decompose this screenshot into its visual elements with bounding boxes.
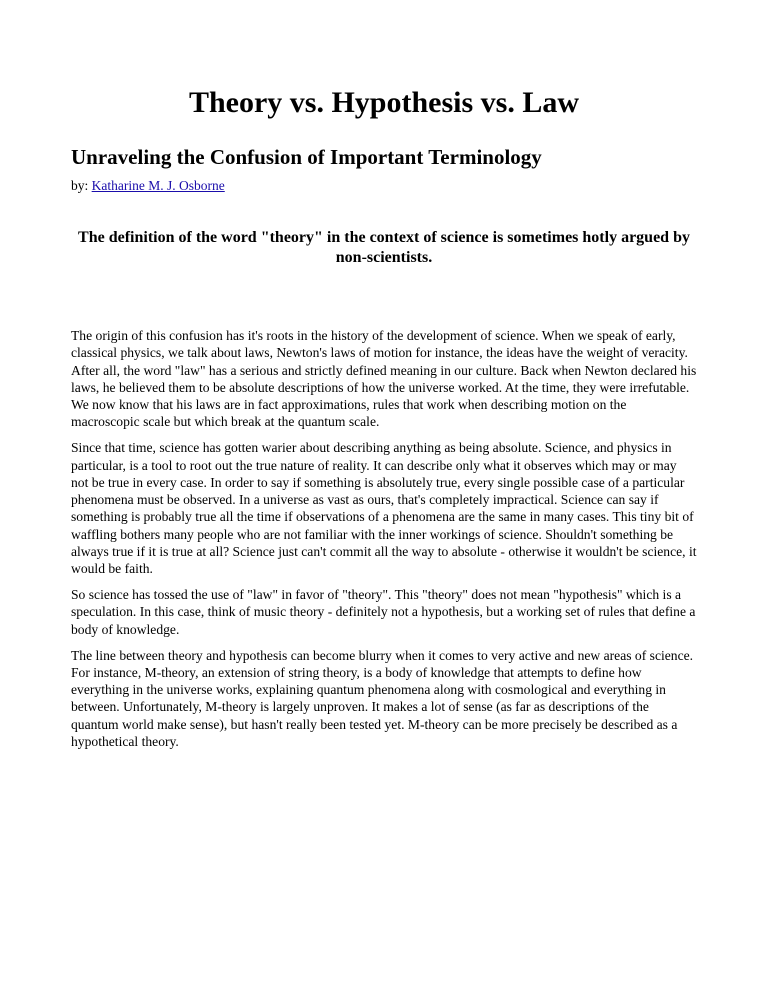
- body-paragraph: The origin of this confusion has it's roots in the history of the development of science. When we speak of early, classical physics, we talk about laws, Newton's laws of motion for instance, the ideas have the weight of veracity. After all, the word "law" has a serious and strictly defined meaning in our culture. Back when Newton declared his laws, he believed them to be absolute descriptions of how the universe worked. At the time, they were irrefutable. We now know that his laws are in fact approximations, rules that work when describing motion on the macroscopic scale but which break at the quantum scale.: [71, 328, 697, 430]
- lede-paragraph: The definition of the word "theory" in the context of science is sometimes hotly argued by non-scientists.: [78, 229, 690, 266]
- byline: [71, 177, 225, 195]
- author-link[interactable]: Katharine M. J. Osborne: [91, 178, 225, 193]
- article-body: [71, 327, 697, 759]
- page-title: Theory vs. Hypothesis vs. Law: [188, 86, 580, 119]
- body-paragraph: Since that time, science has gotten warier about describing anything as being absolute. Science, and physics in particular, is a tool to root out the true nature of reality. It can describe only what it observes which may or may not be true in every case. In order to say if something is absolutely true, every single possible case of a particular phenomena must be observed. In a universe as vast as ours, that's completely impractical. Science can say if something is probably true all the time if observations of a phenomena are the same in many cases. This tiny bit of waffling bothers many people who are not familiar with the inner workings of science. Shouldn't something be always true if it is true at all? Science just can't commit all the way to absolute - otherwise it wouldn't be science, it would be faith.: [71, 440, 697, 577]
- page-subtitle: Unraveling the Confusion of Important Terminology: [71, 145, 542, 169]
- byline-prefix: by:: [71, 178, 89, 193]
- body-paragraph: The line between theory and hypothesis can become blurry when it comes to very active and new areas of science. For instance, M-theory, an extension of string theory, is a body of knowledge that attempts to define how everything in the universe works, explaining quantum phenomena along with cosmological and everything in between. Unfortunately, M-theory is largely unproven. It makes a lot of sense (as far as descriptions of the quantum world make sense), but hasn't really been tested yet. M-theory can be more precisely be described as a hypothetical theory.: [71, 647, 694, 750]
- body-paragraph: So science has tossed the use of "law" in favor of "theory". This "theory" does not mean "hypothesis" which is a speculation. In this case, think of music theory - definitely not a hypothesis, but a working set of rules that define a body of knowledge.: [71, 587, 696, 637]
